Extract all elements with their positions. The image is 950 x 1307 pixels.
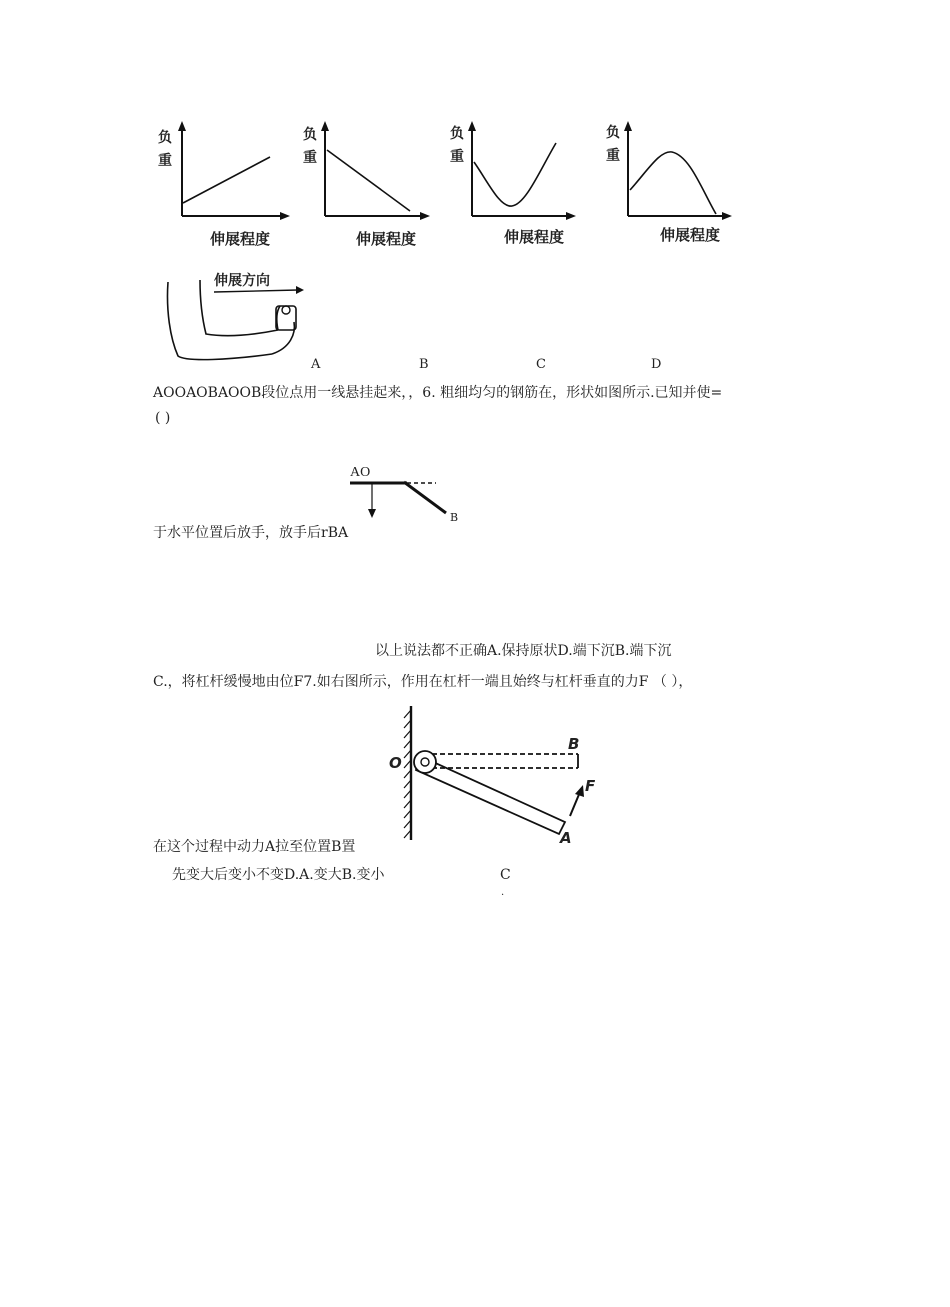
q6-answer-blank: ( ) [155, 410, 171, 426]
graph-c-ylabel-2: 重 [450, 149, 464, 165]
q7-label-b: B [568, 735, 580, 753]
q7-label-a: A [560, 829, 572, 847]
graph-c-ylabel-1: 负 [450, 126, 464, 142]
arm-direction-label: 伸展方向 [214, 273, 270, 289]
graph-b-ylabel-1: 负 [303, 127, 317, 143]
q7-line-1: C.，将杠杆缓慢地由位F7.如右图所示，作用在杠杆一端且始终与杠杆垂直的力F （ ）， [153, 674, 693, 690]
q7-label-o: O [389, 754, 402, 772]
q7-option-c-dot: . [501, 887, 505, 898]
graph-a-ylabel-1: 负 [158, 130, 172, 146]
q7-label-f: F [585, 777, 596, 795]
graph-b-ylabel-2: 重 [303, 150, 317, 166]
option-d: D [651, 357, 662, 372]
graph-d-ylabel-2: 重 [606, 148, 620, 164]
option-a: A [311, 357, 321, 372]
graph-a-xlabel: 伸展程度 [210, 230, 271, 248]
graph-d-xlabel: 伸展程度 [660, 226, 721, 244]
q6-options: 以上说法都不正确A.保持原状D.端下沉B.端下沉 [375, 643, 672, 659]
q7-option-c: C [500, 867, 511, 883]
graph-a-ylabel-2: 重 [158, 153, 172, 169]
q6-line-3: 于水平位置后放手，放手后rBA [153, 525, 349, 541]
graph-b-xlabel: 伸展程度 [356, 230, 417, 248]
q7-options: 先变大后变小不变D.A.变大B.变小 [172, 867, 385, 883]
graph-d-ylabel-1: 负 [606, 125, 620, 141]
q6-label-ao: AO [350, 465, 371, 480]
option-b: B [419, 357, 429, 372]
option-c: C [536, 357, 546, 372]
graph-c-xlabel: 伸展程度 [504, 228, 565, 246]
q6-line-1: AOOAOBAOOB段位点用一线悬挂起来，，6. 粗细均匀的钢筋在，形状如图所示.已知并使= [153, 385, 723, 401]
q7-line-2: 在这个过程中动力A拉至位置B置 [153, 839, 356, 855]
q6-label-b: B [450, 511, 459, 524]
